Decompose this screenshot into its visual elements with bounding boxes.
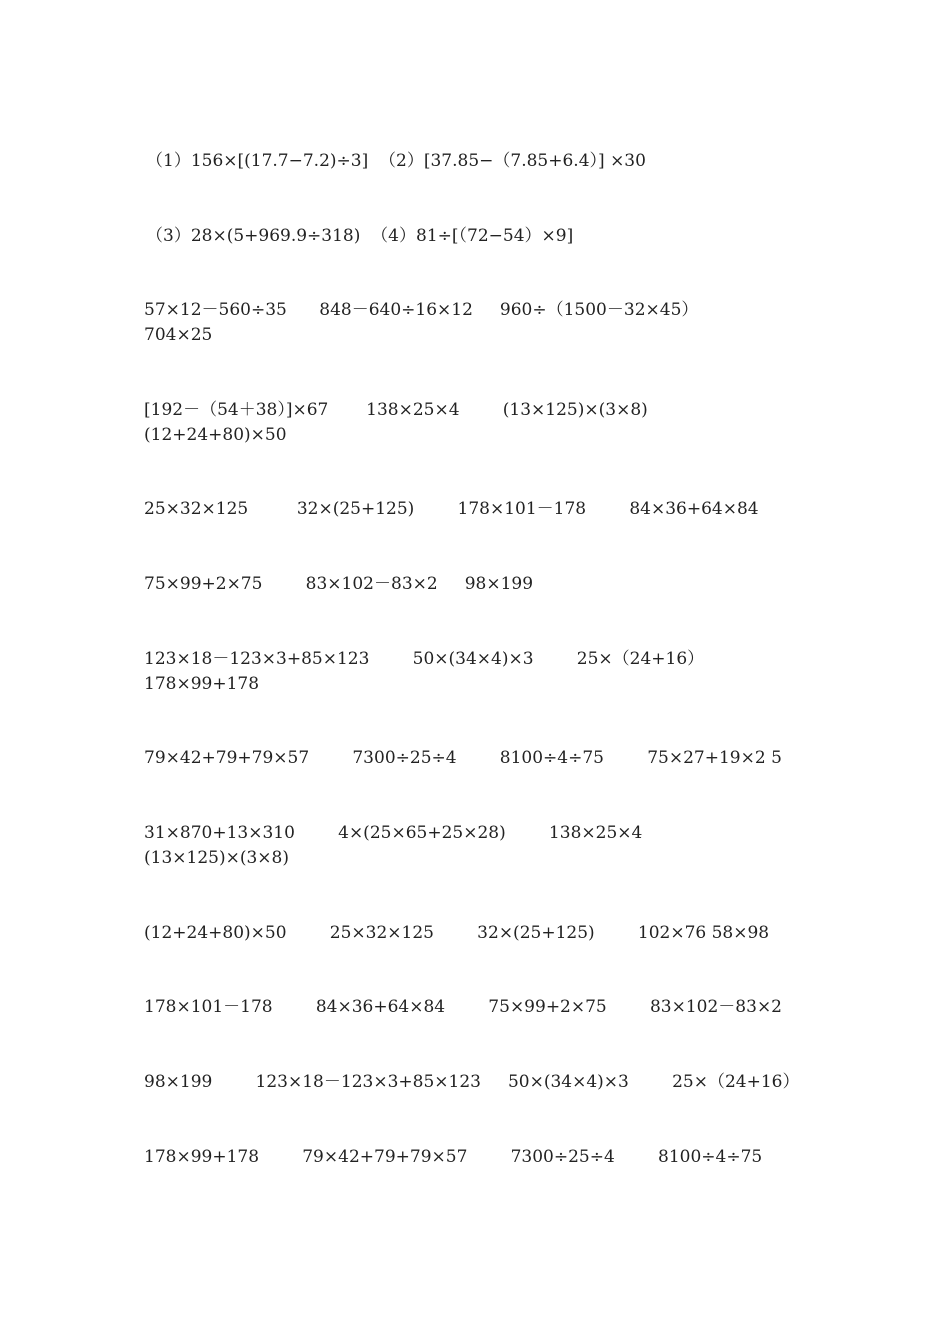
exercise-line-4-wrap: (12+24+80)×50 [144,425,287,445]
exercise-line-11: 178×101－178 84×36+64×84 75×99+2×75 83×102－83×2 [144,997,782,1017]
exercise-line-6: 75×99+2×75 83×102－83×2 98×199 [144,574,534,594]
exercise-line-7-wrap: 178×99+178 [144,674,260,694]
exercise-line-4: [192－（54＋38）]×67 138×25×4 (13×125)×(3×8) [144,400,648,420]
exercise-line-3-wrap: 704×25 [144,325,213,345]
exercise-line-3: 57×12－560÷35 848－640÷16×12 960÷（1500－32×45） [144,300,699,320]
exercise-line-5: 25×32×125 32×(25+125) 178×101－178 84×36+64×84 [144,499,759,519]
exercise-line-2: （3）28×(5+969.9÷318) （4）81÷[（72−54）×9] [146,226,574,246]
exercise-line-1: （1）156×[(17.7−7.2)÷3] （2）[37.85−（7.85+6.4）] ×30 [146,151,646,171]
exercise-line-8: 79×42+79+79×57 7300÷25÷4 8100÷4÷75 75×27+19×2 5 [144,748,782,768]
exercise-line-12: 98×199 123×18－123×3+85×123 50×(34×4)×3 25×（24+16） [144,1072,800,1092]
exercise-line-9-wrap: (13×125)×(3×8) [144,848,289,868]
exercise-line-13: 178×99+178 79×42+79+79×57 7300÷25÷4 8100÷4÷75 [144,1147,763,1167]
exercise-line-7: 123×18－123×3+85×123 50×(34×4)×3 25×（24+16） [144,649,705,669]
exercise-line-9: 31×870+13×310 4×(25×65+25×28) 138×25×4 [144,823,643,843]
exercise-line-10: (12+24+80)×50 25×32×125 32×(25+125) 102×76 58×98 [144,923,770,943]
